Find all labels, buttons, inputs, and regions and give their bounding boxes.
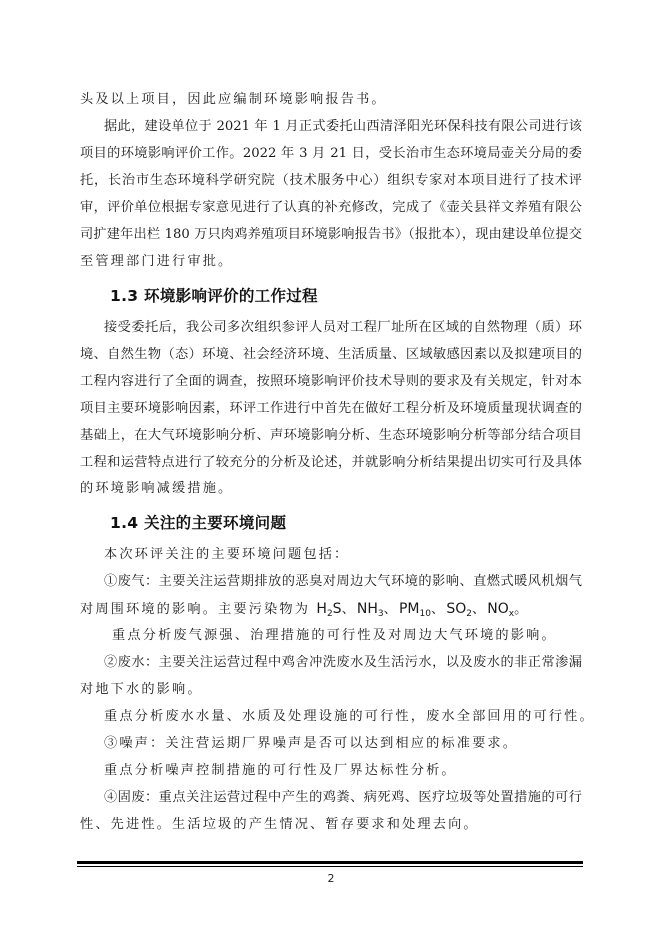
page-number: 2: [327, 872, 335, 885]
paragraph-line: 项目的环境影响评价工作。2022 年 3 月 21 日，受长治市生态环境局壶关分局的委: [80, 146, 582, 161]
pollutant-nox: $NO_x$: [487, 601, 515, 619]
paragraph-line: 基础上，在大气环境影响分析、声环境影响分析、生态环境影响分析等部分结合项目: [80, 428, 582, 443]
pollutant-nh3: $NH_3$: [356, 601, 384, 619]
paragraph-line: 托，长治市生态环境科学研究院（技术服务中心）组织专家对本项目进行了技术评: [80, 173, 582, 188]
paragraph-line: 工程和运营特点进行了较充分的分析及论述，并就影响分析结果提出切实可行及具体: [80, 455, 582, 470]
paragraph-line: 工程内容进行了全面的调查，按照环境影响评价技术导则的要求及有关规定，针对本: [80, 374, 582, 389]
paragraph-line: 接受委托后，我公司多次组织参评人员对工程厂址所在区域的自然物理（质）环: [104, 320, 582, 335]
paragraph-line: 司扩建年出栏 180 万只肉鸡养殖项目环境影响报告书》（报批本），现由建设单位提交: [80, 227, 582, 242]
section-heading-1-4: 1.4 关注的主要环境问题: [110, 514, 287, 532]
noise-focus: 重点分析噪声控制措施的可行性及厂界达标性分析。: [104, 763, 457, 778]
footer-rule-thin: [77, 866, 583, 867]
footer-rule-thick: [77, 861, 583, 864]
waste-gas-line: ①废气：主要关注运营期排放的恶臭对周边大气环境的影响、直燃式暖风机烟气: [104, 574, 582, 589]
separator: 、: [383, 602, 399, 617]
paragraph-line: 至管理部门进行审批。: [80, 254, 234, 269]
pollutant-so2: $SO_2$: [446, 601, 472, 619]
pollutants-prefix: 对周围环境的影响。主要污染物为: [80, 602, 317, 617]
waste-gas-focus: 重点分析废气源强、治理措施的可行性及对周边大气环境的影响。: [112, 628, 557, 643]
waste-water-focus: 重点分析废水水量、水质及处理设施的可行性，废水全部回用的可行性。: [104, 709, 595, 724]
separator: 、: [341, 602, 357, 617]
paragraph-line: 据此，建设单位于 2021 年 1 月正式委托山西清泽阳光环保科技有限公司进行该: [104, 119, 582, 134]
pollutants-line: [80, 600, 582, 619]
intro-line: 本次环评关注的主要环境问题包括：: [104, 547, 350, 562]
separator: 、: [430, 602, 447, 617]
paragraph-line: 项目主要环境影响因素，环评工作进行中首先在做好工程分析及环境质量现状调查的: [80, 401, 582, 416]
pollutant-h2s: $H_2S$: [316, 601, 342, 619]
section-heading-1-3: 1.3 环境影响评价的工作过程: [110, 287, 318, 305]
waste-water-line-2: 对地下水的影响。: [80, 682, 203, 697]
paragraph-line: 境、自然生物（态）环境、社会经济环境、生活质量、区域敏感因素以及拟建项目的: [80, 347, 582, 362]
paragraph-continuation: 头及以上项目，因此应编制环境影响报告书。: [80, 92, 387, 107]
paragraph-line: 审，评价单位根据专家意见进行了认真的补充修改，完成了《壶关县祥文养殖有限公: [80, 200, 582, 215]
separator: 、: [471, 602, 488, 617]
pollutant-pm10: $PM_{10}$: [398, 601, 431, 619]
noise-line: ③噪声：关注营运期厂界噪声是否可以达到相应的标准要求。: [104, 736, 519, 751]
waste-water-line: ②废水：主要关注运营过程中鸡舍冲洗废水及生活污水，以及废水的非正常渗漏: [104, 655, 582, 670]
period: 。: [514, 602, 530, 617]
solid-waste-line-2: 性、先进性。生活垃圾的产生情况、暂存要求和处理去向。: [80, 817, 479, 832]
paragraph-line: 的环境影响减缓措施。: [80, 481, 234, 496]
solid-waste-line: ④固废：重点关注运营过程中产生的鸡粪、病死鸡、医疗垃圾等处置措施的可行: [104, 790, 582, 805]
